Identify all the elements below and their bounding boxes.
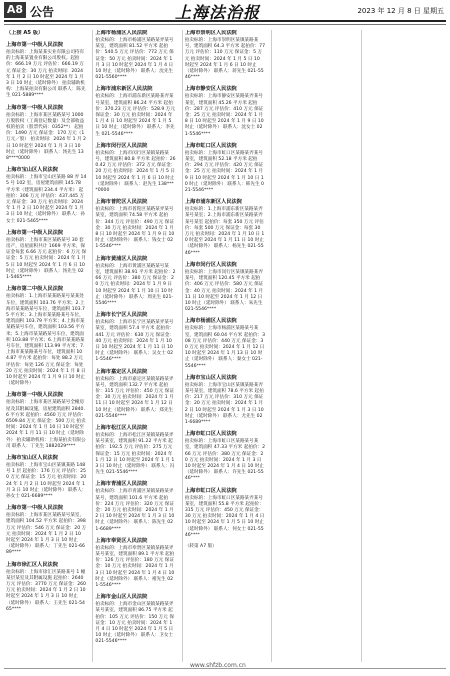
court-notice xyxy=(95,312,175,363)
notice-body: 拍卖标的：上海市杨浦区某路某弄某号某室，建筑面积 81.52 平方米 起拍价：540.5 万元 评估价：772 万元 保证金：50 万元 拍卖时间：2024 年 1 月 3 日 10 时起至 2024 年 1 月 4 日 10 时止（延时除外） 联系人：沈先生 021-5560**** xyxy=(95,38,174,81)
notice-body: 拍卖标的：上海市嘉定区某镇某路某弄某号，建筑面积 132.7 平方米 起拍价：315 万元 评估价：450 万元 保证金：30 万元 拍卖时间：2024 年 1 月 11 日 10 时起至 2024 年 1 月 12 日 10 时止（延时除外） 联系人：郑先生 021-5546**** xyxy=(95,376,174,419)
court-notice xyxy=(185,488,265,539)
notice-body: 拍卖标的：上海市杨浦区某路某号某室，建筑面积 60.04 平方米 起拍价：308 万元 评估价：440 万元 保证金：30 万元 拍卖时间：2024 年 1 月 12 日 10 时起至 2024 年 1 月 13 日 10 时止（延时除外） 联系人：秦女士 021-5546**** xyxy=(184,326,265,369)
notice-body: 拍卖标的：上海市崇明区某镇某路某号，建筑面积 64.3 平方米 起拍价：77 万元 评估价：110 万元 保证金：5 万元 拍卖时间：2024 年 1 月 5 日 10 时起至 2024 年 1 月 6 日 10 时止（延时除外） 联系人：蒋先生 021-5546**** xyxy=(184,38,265,81)
notice-body: 拍卖标的：上海市某区某路某号 1000 万股股权（工商登记数量）及全部收益权的拍卖（股票代码：0352**） 起拍价：1490 万元 保证金：170 万元（1 万元／股） 拍卖时间：2024 年 1 月 2 日 10 时起至 2024 年 1 月 3 日 10 时止（延时除外） 联系人：汤先生 138****0000 xyxy=(6,112,86,162)
notice-court-name: 上海市杨浦区人民法院 xyxy=(184,318,237,325)
header-rule xyxy=(4,20,446,22)
notice-body: 拍卖标的：上海市青浦区某镇某路某弄某号，建筑面积 101.6 平方米 起拍价：224 万元 评估价：320 万元 保证金：20 万元 拍卖时间：2024 年 1 月 2 日 10 时起至 2024 年 1 月 3 日 10 时止（延时除外） 联系人：陈先生 021-6689**** xyxy=(95,489,175,532)
court-notice xyxy=(6,105,86,163)
court-notice xyxy=(185,262,265,313)
page-number-badge: A8 xyxy=(4,2,26,18)
notice-court-name: 上海市嘉定区人民法院 xyxy=(95,368,148,375)
notice-body: 拍卖标的：上海市闵行区某镇某路某弄某号，建筑面积 120.45 平方米 起拍价：406 万元 评估价：580 万元 保证金：40 万元 拍卖时间：2024 年 1 月 11 日 10 时起至 2024 年 1 月 12 日 10 时止（延时除外） 联系人：朱先生 021-5546**** xyxy=(184,269,264,313)
court-notice xyxy=(6,562,86,613)
court-notice xyxy=(6,455,86,500)
court-notice xyxy=(95,594,175,645)
notice-body: 拍卖标的：上海市奉贤区某镇某路某弄某号某室，建筑面积 89.1 平方米 起拍价：126 万元 评估价：180 万元 保证金：10 万元 拍卖时间：2024 年 1 月 3 日 10 时起至 2024 年 1 月 4 日 10 时止（延时除外） 联系人：褚先生 021-5546**** xyxy=(95,545,175,589)
court-notice xyxy=(185,30,265,81)
notice-body: 拍卖标的：上海市宝山区某镇某路某弄某号某室，建筑面积 78.6 平方米 起拍价：217 万元 评估价：310 万元 保证金：20 万元 拍卖时间：2024 年 1 月 2 日 10 时起至 2024 年 1 月 3 日 10 时止（延时除外） 联系人：尤先生 021-6689**** xyxy=(184,382,264,425)
notice-court-name: 上海市第二中级人民法院 xyxy=(6,286,64,293)
court-notice xyxy=(6,30,86,37)
column-1 xyxy=(6,30,86,662)
court-notice xyxy=(6,167,86,225)
notice-body: 拍卖标的：上海市普陀区某路某弄某号某室，建筑面积 74.58 平方米 起拍价：344 万元 评估价：490 万元 保证金：30 万元 拍卖时间：2024 年 1 月 8 日 10 时起至 2024 年 1 月 9 日 10 时止（延时除外） 联系人：钱女士 021-5546**** xyxy=(95,207,175,250)
court-notice xyxy=(6,392,86,450)
notice-court-name: 上海市第一中级人民法院 xyxy=(6,505,64,512)
notice-body: 拍卖标的：上海市宝山区某路 88 弄 145 号 102 室，房屋建筑面积 145.78 平方米（建筑面积 234.4 平方米） 起拍价：306 万元 评估价：437.445 万元 保证金：30 万元 拍卖时间：2024 年 1 月 2 日 10 时起至 2024 年 1 月 3 日 10 时止（延时除外） 联系人：孙女士 021-5465**** xyxy=(6,175,87,224)
notice-body: 拍卖标的：上海市虹口区某路某号某室，建筑面积 47.33 平方米 起拍价：266 万元 评估价：380 万元 保证金：20 万元 拍卖时间：2024 年 1 月 3 日 10 时起至 2024 年 1 月 4 日 10 时止（延时除外） 联系人：许先生 021-5546**** xyxy=(184,439,265,482)
court-notice xyxy=(95,199,175,250)
notice-body: 拍卖标的：上海市静安区某路某弄某号某室，建筑面积 45.26 平方米 起拍价：287 万元 评估价：410 万元 保证金：25 万元 拍卖时间：2024 年 1 月 8 日 10 时起至 2024 年 1 月 9 日 10 时止（延时除外） 联系人：沈女士 021-5546**** xyxy=(184,94,264,137)
notice-court-name: （上接 A5 版） xyxy=(6,30,44,36)
notice-court-name: 上海市闵行区人民法院 xyxy=(95,142,148,149)
notice-court-name: 上海市宝山区人民法院 xyxy=(6,167,58,174)
newspaper-masthead: 上海法治报 xyxy=(175,3,261,22)
court-notice xyxy=(95,256,175,307)
column-4 xyxy=(271,30,354,662)
notice-court-name: 上海市宝山区人民法院 xyxy=(6,454,58,461)
notice-body: 拍卖标的：1.上海市某某路某号某某处车位，建筑面积 103.76 平方米；2.上海市某某路某号车位，建筑面积 103.75 平方米；3.上海市某某路某号车位，建筑面积 103.79 平方米；4.上海市某某路某号车位，建筑面积 103.56 平方米；5.上海市某某路某号车位，建筑面积 103.88 平方米；6.上海市某某路某号车位，建筑面积 113.99 平方米；7.上海市某某路某号车位，建筑面积 104.87 平方米 起拍价：每处 88.2 万元 评估价：每处 126 万元 保证金：每处 20 万元 拍卖时间：2024 年 1 月 8 日 10 时起至 2024 年 1 月 9 日 10 时止（延时除外） xyxy=(6,294,86,387)
notice-body: 拍卖标的：上海市某区某路某号 30 套房产，房屋面积共计 1669 平方米，保证金每套 6.66 万元 起拍价：6 万元 保证金：5 万元 拍卖时间：2024 年 1 月 5 日 10 时起至 2024 年 1 月 6 日 10 时止（延时除外） 联系人：汤先生 021-5465**** xyxy=(6,237,87,281)
notice-court-name: 上海市浦东新区人民法院 xyxy=(95,86,153,93)
notice-body: 拍卖标的：上海市某区某路某号某室，建筑面积 104.52 平方米 起拍价：398 万元 评估价：546 万元 保证金：20 万元 拍卖时间：2024 年 1 月 2 日 10 时起至 2024 年 1 月 3 日 10 时止（延时除外） 联系人：丁先生 021-6689**** xyxy=(6,513,87,556)
notice-body: 拍卖标的：上海市松江区某镇某路某弄某号某室，建筑面积 91.22 平方米 起拍价：192.5 万元 评估价：275 万元 保证金：15 万元 拍卖时间：2024 年 1 月 12 日 10 时起至 2024 年 1 月 13 日 10 时止（延时除外） 联系人：冯先生 021-5546**** xyxy=(95,432,175,476)
notice-body: 拍卖标的：上海市某区某路某号全幢房屋及其附属设施，房屋建筑面积 2840.6 平方米 起拍价：4560 万元 评估价：6509.84 万元 保证金：500 万元 拍卖时间：2024 年 1 月 10 日 10 时起至 2024 年 1 月 11 日 10 时止（延时除外） 拍卖辅助机构：上海某拍卖有限公司 联系人：丁先生 1882029**** xyxy=(6,400,87,449)
notice-body: 拍卖标的：上海市金山区某镇某路某弄某号某室，建筑面积 86.75 平方米 起拍价：105 万元 评估价：150 万元 保证金：10 万元 拍卖时间：2024 年 1 月 4 日 10 时起至 2024 年 1 月 5 日 10 时止（延时除外） 联系人：卫女士 021-5546**** xyxy=(95,602,174,645)
notice-body: 拍卖标的：上海市虹口区某路某弄某号某室，建筑面积 52.18 平方米 起拍价：294 万元 评估价：420 万元 保证金：25 万元 拍卖时间：2024 年 1 月 9 日 10 时起至 2024 年 1 月 10 日 10 时止（延时除外） 联系人：韩先生 021-5546**** xyxy=(184,150,264,194)
notice-court-name: 上海市普陀区人民法院 xyxy=(95,199,148,206)
notice-court-name: 上海市松江区人民法院 xyxy=(95,424,148,431)
court-notice xyxy=(185,431,265,482)
court-notice xyxy=(95,143,175,194)
issue-date: 2023 年 12 月 8 日 星期五 xyxy=(357,7,444,15)
notice-court-name: 上海市黄浦区人民法院 xyxy=(95,255,148,262)
notice-court-name: 上海市虹口区人民法院 xyxy=(184,142,237,149)
notice-court-name: 上海市金山区人民法院 xyxy=(95,594,148,601)
header-subrule xyxy=(4,24,446,25)
page-header xyxy=(0,0,450,22)
notice-body: 拍卖标的：上海市浦东新区某路某弄某号某室，建筑面积 86.24 平方米 起拍价：370.23 万元 评估价：528.9 万元 保证金：30 万元 拍卖时间：2024 年 1 月 4 日 10 时起至 2024 年 1 月 5 日 10 时止（延时除外） 联系人：李先生 021-5546**** xyxy=(95,94,175,137)
notice-court-name: 上海市虹口区人民法院 xyxy=(184,487,237,494)
notice-body: 拍卖标的：上海市宝山区某镇某路 148 号 1 层 起拍价：176 万元 评估价：250 万元 保证金：15 万元 拍卖时间：2024 年 1 月 2 日 10 时起至 2024 年 1 月 3 日 10 时止（延时除外） 联系人：孙女士 021-6689**** xyxy=(6,462,87,499)
court-notice xyxy=(95,538,175,589)
website-url: www.shfzb.com.cn xyxy=(190,662,246,669)
court-notice xyxy=(6,505,86,556)
court-notice xyxy=(185,86,265,137)
court-notice xyxy=(6,230,86,281)
court-notice xyxy=(185,318,265,369)
notice-court-name: 上海市徐汇区人民法院 xyxy=(6,561,58,568)
section-title: 公告 xyxy=(30,5,55,19)
notice-court-name: 上海市静安区人民法院 xyxy=(184,86,237,93)
column-2 xyxy=(92,30,175,662)
notice-court-name: 上海市虹口区人民法院 xyxy=(184,431,237,438)
notice-court-name: 上海市第一中级人民法院 xyxy=(6,229,64,236)
column-5 xyxy=(361,30,444,662)
notice-court-name: 上海市闵行区人民法院 xyxy=(184,261,237,268)
notice-body: 拍卖标的：上海某某实业有限公司持有的上海某某置业有限公司股权。起拍价：666.19 万元 评估价：666.19 万元 保证金：30 万元 拍卖时间：2024 年 1 月 2 日 10 时起至 2024 年 1 月 3 日 10 时止（延时除外） 拍卖辅助机构：上海某拍卖有限公司 联系人：陈先生 021-5889**** xyxy=(6,50,86,99)
notice-columns xyxy=(6,30,444,662)
notice-court-name: 上海市崇明区人民法院 xyxy=(184,30,237,36)
court-notice xyxy=(185,143,265,194)
court-notice xyxy=(95,425,175,476)
footer-rule xyxy=(4,668,446,669)
court-notice xyxy=(95,30,175,81)
court-notice xyxy=(6,42,86,100)
notice-court-name: 上海市奉贤区人民法院 xyxy=(95,537,148,544)
column-3 xyxy=(182,30,265,662)
court-notice xyxy=(95,86,175,137)
notice-court-name: 上海市第一中级人民法院 xyxy=(6,42,64,48)
notice-body: 拍卖标的：上海市闵行区某镇某路某号，建筑面积 80.8 平方米 起拍价：260.42 万元 评估价：372 万元 保证金：20 万元 拍卖时间：2024 年 1 月 5 日 10 时起至 2024 年 1 月 6 日 10 时止（延时除外） 联系人：赵先生 138****0000 xyxy=(95,150,176,194)
notice-body: （转第 A7 版） xyxy=(184,544,217,549)
notice-body: 拍卖标的：上海市徐汇区某路某号 1 幢某层某室及其附属设施 起拍价：2640 万元 评估价：3770 万元 保证金：260 万元 拍卖时间：2024 年 1 月 2 日 10 时起至 2024 年 1 月 3 日 10 时止（延时除外） 联系人：王先生 021-5465**** xyxy=(6,569,86,612)
court-notice xyxy=(6,286,86,387)
court-notice xyxy=(95,369,175,420)
notice-court-name: 上海市浦东新区人民法院 xyxy=(184,199,242,206)
notice-court-name: 上海市第一中级人民法院 xyxy=(6,104,64,111)
notice-court-name: 上海市杨浦区人民法院 xyxy=(95,30,148,36)
notice-body: 拍卖标的：上海市长宁区某路某弄某号某室，建筑面积 57.4 平方米 起拍价：441 万元 评估价：630 万元 保证金：40 万元 拍卖时间：2024 年 1 月 10 日 10 时起至 2024 年 1 月 11 日 10 时止（延时除外） 联系人：吴女士 021-5546**** xyxy=(95,320,175,363)
notice-body: 拍卖标的：1.上海市浦东新区某路某弄某号某室；2.上海市浦东新区某路某弄某号某室 起拍价：每套 350 万元 评估价：每套 500 万元 保证金：每套 30 万元 拍卖时间：2024 年 1 月 10 日 10 时起至 2024 年 1 月 11 日 10 时止（延时除外） 联系人：杨先生 021-5546**** xyxy=(184,207,265,256)
court-notice xyxy=(185,375,265,426)
notice-court-name: 上海市宝山区人民法院 xyxy=(184,374,237,381)
notice-court-name: 上海市青浦区人民法院 xyxy=(95,481,148,488)
notice-body: 拍卖标的：上海市黄浦区某路某号某室，建筑面积 38.91 平方米 起拍价：266 万元 评估价：380 万元 保证金：20 万元 拍卖时间：2024 年 1 月 9 日 10 时起至 2024 年 1 月 10 日 10 时止（延时除外） 联系人：周先生 021-5546**** xyxy=(95,263,176,306)
notice-court-name: 上海市第一中级人民法院 xyxy=(6,392,64,399)
court-notice xyxy=(185,199,265,257)
notice-body: 拍卖标的：上海市虹口区某路某弄某号某室，建筑面积 55.8 平方米 起拍价：315 万元 评估价：450 万元 保证金：30 万元 拍卖时间：2024 年 1 月 4 日 10 时起至 2024 年 1 月 5 日 10 时止（延时除外） 联系人：何女士 021-5546**** xyxy=(184,495,265,538)
court-notice xyxy=(95,481,175,532)
court-notice xyxy=(185,544,265,550)
notice-court-name: 上海市长宁区人民法院 xyxy=(95,312,148,319)
